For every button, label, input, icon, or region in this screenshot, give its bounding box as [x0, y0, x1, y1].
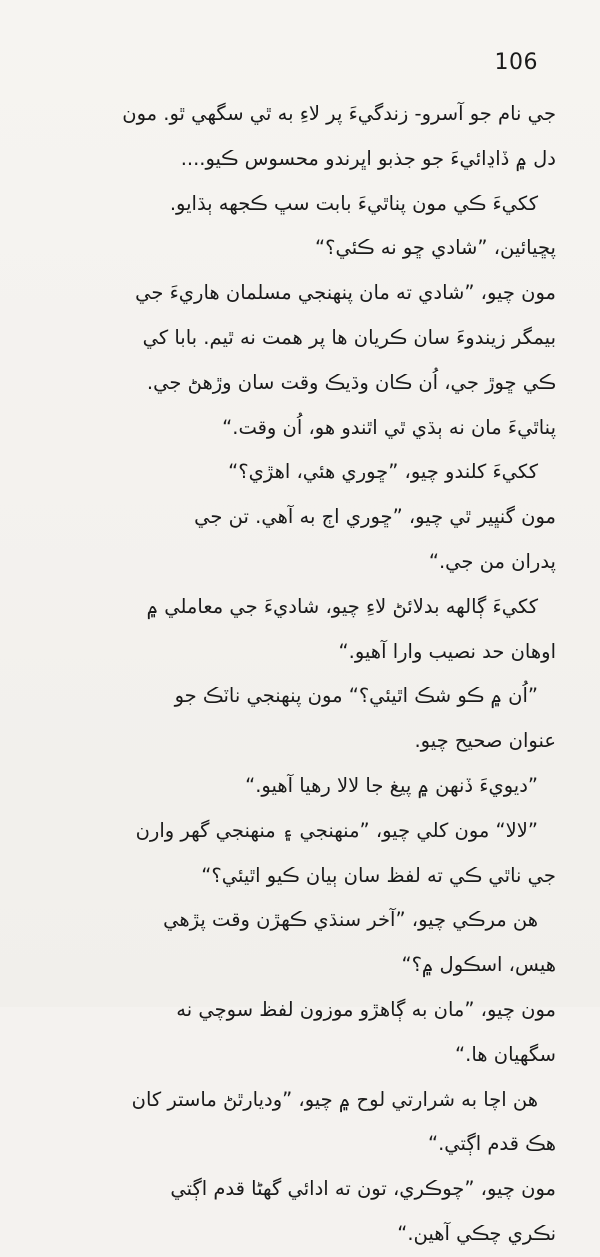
text-line: اوهان حد نصيب وارا آهيو.“	[338, 639, 556, 663]
text-line: ”ديويءَ ڏنهن ۾ پيغ جا لالا رهيا آهيو.“	[245, 773, 538, 797]
text-line: نڪري چڪي آهين.“	[397, 1221, 556, 1245]
text-line: ”اُن ۾ ڪو شڪ اٿيئي؟“ مون پنهنجي ناٽڪ جو	[174, 684, 538, 708]
body-text	[34, 92, 556, 1257]
text-line: مون چيو، ”چوڪري، تون ته ادائي گهڻا قدم اڳتي	[170, 1177, 556, 1201]
text-line: پناٿيءَ مان نه ٻڌي ٿي اٿندو هو، اُن وقت.“	[222, 415, 556, 439]
text-line: ککيءَ کلندو چيو، ”ڇوري هئي، اهڙي؟“	[228, 460, 538, 484]
text-line: مون چيو، ”مان به ڳاهڙو موزون لفظ سوچي نه	[176, 997, 556, 1021]
text-line: ڪي ڇوڙ جي، اُن ڪان وڌيڪ وقت سان وڙهڻ جي.	[146, 370, 556, 394]
page-number: 106	[494, 50, 538, 75]
text-line: سگهيان ها.“	[455, 1042, 556, 1066]
text-line: مون چيو، ”شادي ته مان پنهنجي مسلمان هاريءَ جي	[135, 281, 556, 305]
text-line: ککيءَ ڳالهه بدلائڻ لاءِ چيو، شاديءَ جي معاملي ۾	[146, 594, 538, 618]
text-line: هيس، اسڪول ۾؟“	[401, 953, 556, 977]
text-line: دل ۾ ڏاڍائيءَ جو جذبو اڀرندو محسوس ڪيو....	[180, 146, 556, 170]
text-line: پدران من جي.“	[428, 549, 556, 573]
text-line: عنوان صحيح چيو.	[414, 729, 556, 753]
text-line: جي ناٿي ڪي ته لفظ سان ٻيان ڪيو اٿيئي؟“	[201, 863, 556, 887]
text-line: پڇيائين، ”شادي ڇو نه ڪئي؟“	[315, 236, 556, 260]
text-line: هڪ قدم اڳتي.“	[428, 1132, 556, 1156]
text-line: مون گنڀير ٿي چيو، ”ڇوري اڄ به آهي. تن جي	[194, 505, 556, 529]
text-line: ”لالا“ مون کلي چيو، ”منهنجي ۽ منهنجي گهر وارن	[135, 818, 538, 842]
text-line: جي نام جو آسرو- زندگيءَ پر لاءِ به ٿي سگهي ٿو. مون	[122, 102, 556, 125]
text-line: هن مرڪي چيو، ”آخر سنڌي ڪهڙن وقت پڙهي	[163, 908, 538, 932]
text-line: هن اچا به شرارتي لوح ۾ چيو، ”وديارٿڻ ماستر کان	[131, 1087, 538, 1111]
text-line: ککيءَ ڪي مون پناٿيءَ بابت سڀ ڪجهه ٻڌايو.	[169, 191, 538, 215]
text-line: بيمگر زيندوءَ سان ڪريان ها پر همت نه ٿيم. بابا کي	[142, 325, 556, 349]
